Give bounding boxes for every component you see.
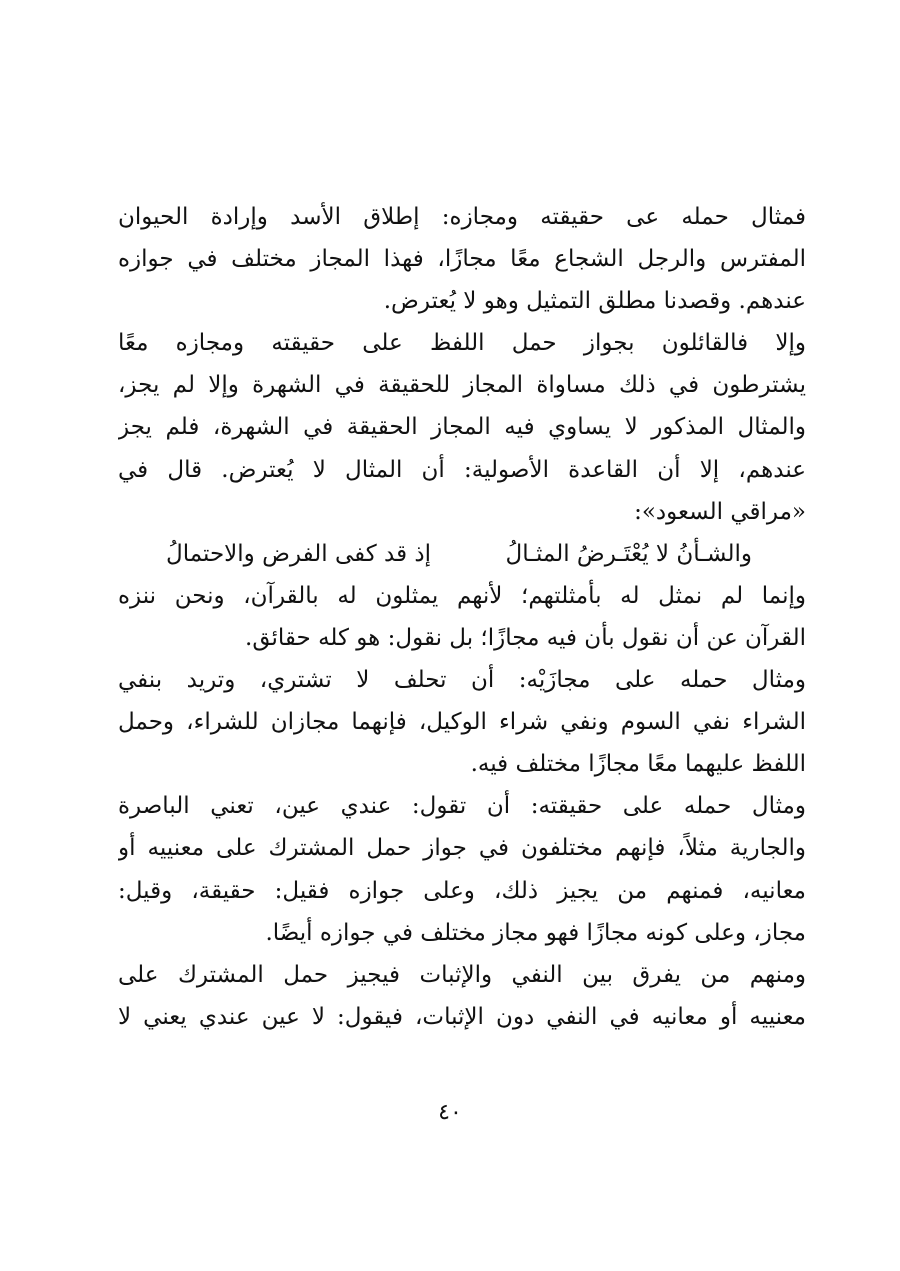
text-line: القرآن عن أن نقول بأن فيه مجازًا؛ بل نقول: هو كله حقائق. (245, 624, 806, 651)
text-line: وإلا فالقائلون بجواز حمل اللفظ على حقيقته ومجازه معًا (118, 330, 806, 357)
paragraph (118, 322, 806, 532)
body-text (118, 196, 806, 1038)
paragraph (118, 659, 806, 785)
text-line: عندهم، إلا أن القاعدة الأصولية: أن المثال لا يُعترض. قال في (118, 456, 806, 483)
verse-second-hemistich: إذ قد كفى الفرض والاحتمالُ (166, 540, 432, 567)
text-line: وإنما لم نمثل له بأمثلتهم؛ لأنهم يمثلون له بالقرآن، ونحن ننزه (118, 582, 806, 609)
text-line: المفترس والرجل الشجاع معًا مجازًا، فهذا المجاز مختلف في جوازه (118, 246, 806, 273)
page-number: ٤٠ (438, 1100, 462, 1125)
text-line: معانيه، فمنهم من يجيز ذلك، وعلى جوازه فقيل: حقيقة، وقيل: (118, 877, 806, 904)
text-line: عندهم. وقصدنا مطلق التمثيل وهو لا يُعترض. (383, 288, 806, 315)
text-line: يشترطون في ذلك مساواة المجاز للحقيقة في الشهرة وإلا لم يجز، (118, 372, 806, 399)
text-line: والجارية مثلاً، فإنهم مختلفون في جواز حمل المشترك على معنييه أو (118, 835, 806, 862)
text-line: معنييه أو معانيه في النفي دون الإثبات، فيقول: لا عين عندي يعني لا (118, 1003, 806, 1030)
text-line: والمثال المذكور لا يساوي فيه المجاز الحقيقة في الشهرة، فلم يجز (118, 414, 806, 441)
paragraph (118, 196, 806, 322)
text-line: الشراء نفي السوم ونفي شراء الوكيل، فإنهما مجازان للشراء، وحمل (118, 709, 806, 736)
paragraph (118, 954, 806, 1038)
text-line: ومنهم من يفرق بين النفي والإثبات فيجيز حمل المشترك على (118, 961, 806, 988)
text-line: «مراقي السعود»: (634, 498, 806, 525)
text-line: ومثال حمله على مجازَيْه: أن تحلف لا تشتري، وتريد بنفي (118, 667, 806, 694)
paragraph (118, 785, 806, 953)
text-line: اللفظ عليهما معًا مجازًا مختلف فيه. (470, 751, 806, 778)
text-line: فمثال حمله عى حقيقته ومجازه: إطلاق الأسد وإرادة الحيوان (118, 204, 806, 230)
text-line: ومثال حمله على حقيقته: أن تقول: عندي عين، تعني الباصرة (118, 793, 806, 820)
paragraph (118, 575, 806, 659)
verse-first-hemistich: والشـأنُ لا يُعْتَـرضُ المثـالُ (505, 540, 752, 567)
text-line: مجاز، وعلى كونه مجازًا فهو مجاز مختلف في جوازه أيضًا. (265, 919, 806, 946)
poetry-verse (118, 533, 806, 575)
